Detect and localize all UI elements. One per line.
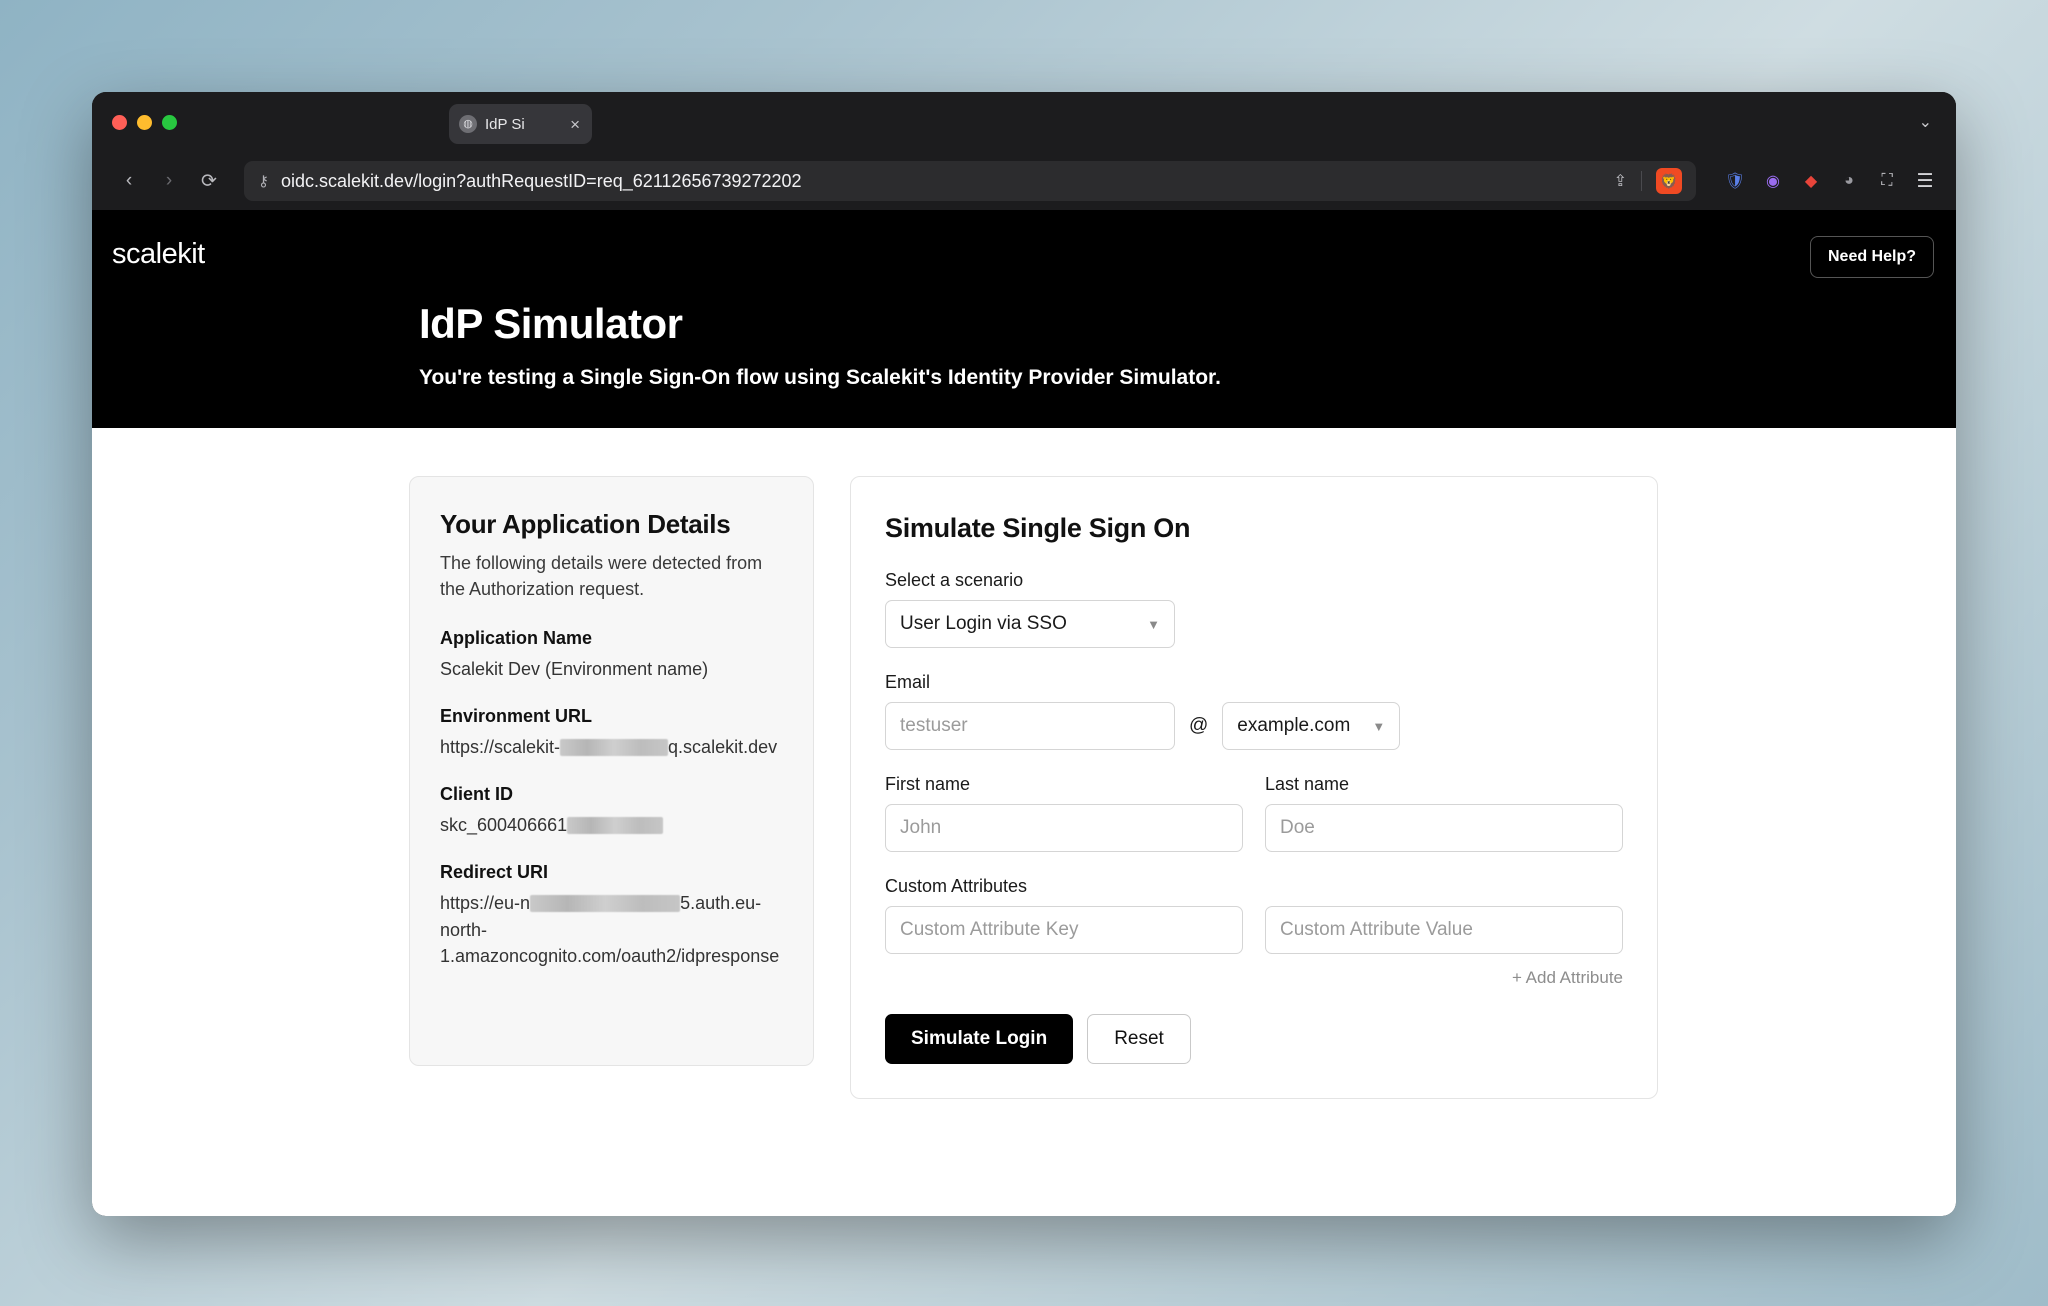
application-name-label: Application Name <box>440 628 593 649</box>
redacted-block <box>530 895 680 912</box>
site-header <box>92 210 1956 428</box>
close-window-button[interactable] <box>112 115 127 130</box>
custom-attributes-row <box>885 906 1623 954</box>
divider <box>1641 171 1642 191</box>
reload-button[interactable]: ⟳ <box>201 170 217 192</box>
puzzle-icon[interactable]: ⛶ <box>1881 172 1893 189</box>
notification-icon[interactable]: ◆ <box>1804 173 1818 190</box>
scenario-selected-value: User Login via SSO <box>900 613 1067 634</box>
hamburger-menu-icon[interactable]: ☰ <box>1916 170 1934 192</box>
maximize-window-button[interactable] <box>162 115 177 130</box>
application-details-card <box>409 476 814 1066</box>
site-info-icon[interactable]: ⚷ <box>258 173 269 190</box>
custom-attribute-key-input[interactable] <box>885 906 1243 954</box>
close-icon[interactable]: × <box>570 114 580 134</box>
scalekit-logo: scalekit <box>112 238 205 270</box>
need-help-button[interactable]: Need Help? <box>1810 236 1934 278</box>
redacted-block <box>567 817 663 834</box>
email-row <box>885 702 1623 750</box>
chevron-down-icon: ▼ <box>1372 718 1386 734</box>
window-controls <box>112 115 177 130</box>
simulate-sso-title: Simulate Single Sign On <box>885 513 1191 543</box>
email-label: Email <box>885 672 931 692</box>
browser-toolbar <box>92 152 1956 210</box>
environment-url-prefix: https://scalekit- <box>440 737 561 758</box>
shield-icon[interactable]: 🛡 <box>1724 173 1746 190</box>
simulate-login-button[interactable]: Simulate Login <box>885 1014 1073 1064</box>
main-content <box>92 428 1956 1216</box>
extension-icons <box>1724 170 1936 192</box>
redirect-uri-value <box>440 890 783 968</box>
custom-attribute-value-input[interactable] <box>1265 906 1623 954</box>
first-name-group <box>885 774 1243 852</box>
chevron-down-icon[interactable]: ⌄ <box>1918 114 1932 131</box>
first-name-label: First name <box>885 774 971 794</box>
last-name-label: Last name <box>1265 774 1350 794</box>
brave-lion-icon[interactable]: 🦁 <box>1656 168 1682 194</box>
hero-section <box>419 300 1221 390</box>
client-id-prefix: skc_600406661 <box>440 815 568 836</box>
environment-url-value <box>440 734 783 760</box>
minimize-window-button[interactable] <box>137 115 152 130</box>
chevron-down-icon: ▼ <box>1147 616 1160 632</box>
share-icon[interactable]: ⇪ <box>1613 173 1627 190</box>
tab-title: IdP Si <box>485 115 525 133</box>
browser-tab[interactable] <box>449 104 592 144</box>
first-name-input[interactable] <box>885 804 1243 852</box>
forward-button[interactable]: › <box>165 170 173 191</box>
application-details-subtitle: The following details were detected from the Authorization request. <box>440 553 763 600</box>
back-button[interactable]: ‹ <box>125 170 133 191</box>
simulate-sso-card <box>850 476 1658 1099</box>
name-fields-row <box>885 774 1623 852</box>
last-name-input[interactable] <box>1265 804 1623 852</box>
redacted-block <box>560 739 668 756</box>
page-content <box>92 210 1956 1216</box>
environment-url-label: Environment URL <box>440 706 593 727</box>
redirect-uri-label: Redirect URI <box>440 862 549 883</box>
at-symbol: @ <box>1189 715 1209 736</box>
custom-attributes-label: Custom Attributes <box>885 876 1028 896</box>
environment-url-suffix: q.scalekit.dev <box>668 737 778 758</box>
password-manager-icon[interactable]: ◉ <box>1766 173 1780 190</box>
globe-icon: ◍ <box>459 115 477 133</box>
address-bar[interactable] <box>244 161 1696 201</box>
redirect-uri-suffix: 5.auth.eu-north-1.amazoncognito.com/oauth2/idpresponse <box>440 893 780 966</box>
application-details-title: Your Application Details <box>440 509 731 539</box>
tab-strip <box>92 92 1956 152</box>
page-subtitle: You're testing a Single Sign-On flow using Scalekit's Identity Provider Simulator. <box>419 366 1221 389</box>
profile-icon[interactable]: ◕ <box>1844 172 1854 189</box>
browser-window <box>92 92 1956 1216</box>
add-attribute-button[interactable]: + Add Attribute <box>1511 968 1623 987</box>
address-bar-actions <box>1614 168 1682 194</box>
email-username-input[interactable] <box>885 702 1175 750</box>
client-id-value <box>440 812 783 838</box>
email-domain-select[interactable] <box>1222 702 1400 750</box>
url-text: oidc.scalekit.dev/login?authRequestID=req_62112656739272202 <box>281 170 802 191</box>
last-name-group <box>1265 774 1623 852</box>
client-id-label: Client ID <box>440 784 514 805</box>
application-name-value: Scalekit Dev (Environment name) <box>440 659 709 680</box>
reset-button[interactable]: Reset <box>1087 1014 1191 1064</box>
email-domain-value: example.com <box>1237 715 1351 736</box>
redirect-uri-prefix: https://eu-n <box>440 893 531 914</box>
form-actions <box>885 1014 1623 1064</box>
scenario-select[interactable] <box>885 600 1175 648</box>
page-title: IdP Simulator <box>419 300 683 347</box>
scenario-label: Select a scenario <box>885 570 1024 590</box>
